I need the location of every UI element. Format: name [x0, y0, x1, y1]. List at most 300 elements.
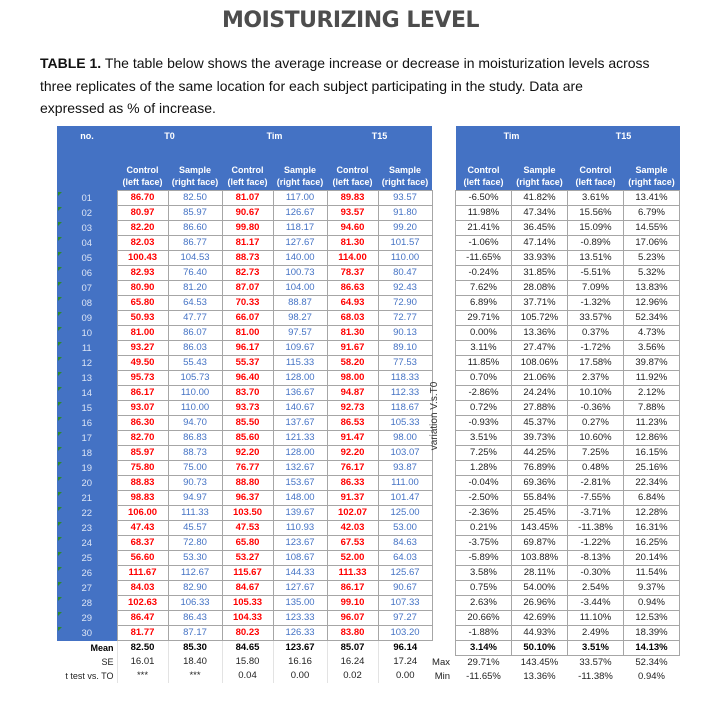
sample-value: 118.33	[378, 371, 432, 386]
control-value: 81.07	[222, 191, 273, 206]
variation-row	[456, 611, 680, 626]
variation-row	[456, 266, 680, 281]
variation-row	[456, 536, 680, 551]
control-value: 92.73	[327, 401, 378, 416]
variation-value: -0.93%	[456, 416, 512, 431]
table-row	[57, 386, 432, 401]
variation-header-group-t15: T15	[568, 126, 680, 154]
variation-row	[456, 311, 680, 326]
stat-value: 16.01	[117, 655, 168, 669]
control-value: 80.97	[117, 206, 168, 221]
variation-value: 54.00%	[512, 581, 568, 596]
sample-value: 104.53	[168, 251, 222, 266]
table-row	[57, 581, 432, 596]
variation-value: 44.93%	[512, 626, 568, 641]
sample-value: 99.20	[378, 221, 432, 236]
sample-value: 126.33	[273, 626, 327, 641]
variation-row	[456, 341, 680, 356]
variation-value: -7.55%	[568, 491, 624, 506]
sample-value: 81.20	[168, 281, 222, 296]
variation-row	[456, 236, 680, 251]
control-value: 68.03	[327, 311, 378, 326]
table-row	[57, 596, 432, 611]
variation-stat-value: -11.38%	[578, 671, 613, 682]
control-value: 96.40	[222, 371, 273, 386]
sample-value: 125.67	[378, 566, 432, 581]
variation-value: -2.86%	[456, 386, 512, 401]
variation-value: -3.44%	[568, 596, 624, 611]
sample-value: 97.27	[378, 611, 432, 626]
control-value: 78.37	[327, 266, 378, 281]
control-value: 89.83	[327, 191, 378, 206]
table-row	[57, 191, 432, 206]
control-value: 88.80	[222, 476, 273, 491]
variation-value: 12.53%	[624, 611, 680, 626]
variation-value: -0.04%	[456, 476, 512, 491]
control-value: 68.37	[117, 536, 168, 551]
variation-value: -8.13%	[568, 551, 624, 566]
table-row	[57, 266, 432, 281]
row-number: 09	[57, 311, 117, 326]
control-value: 86.17	[327, 581, 378, 596]
variation-value: 45.37%	[512, 416, 568, 431]
control-value: 93.07	[117, 401, 168, 416]
header-sub-line2: (left face)	[463, 177, 504, 187]
variation-mean-value: 3.14%	[456, 641, 512, 656]
row-number: 14	[57, 386, 117, 401]
control-value: 82.93	[117, 266, 168, 281]
variation-value: 0.94%	[624, 596, 680, 611]
table-row	[57, 626, 432, 641]
sample-value: 89.10	[378, 341, 432, 356]
sample-value: 97.57	[273, 326, 327, 341]
table-row	[57, 371, 432, 386]
control-value: 76.77	[222, 461, 273, 476]
header-sub-line2: (left face)	[575, 177, 616, 187]
row-number: 11	[57, 341, 117, 356]
stat-value: 16.24	[327, 655, 378, 669]
control-value: 90.67	[222, 206, 273, 221]
control-value: 80.90	[117, 281, 168, 296]
header-sub-line1: Sample	[283, 165, 316, 175]
page-title: MOISTURIZING LEVEL	[221, 8, 479, 33]
variation-value: 17.58%	[568, 356, 624, 371]
control-value: 58.20	[327, 356, 378, 371]
sample-value: 100.73	[273, 266, 327, 281]
variation-row	[456, 281, 680, 296]
header-sub-4	[327, 154, 378, 191]
variation-value: 11.10%	[568, 611, 624, 626]
variation-row	[456, 296, 680, 311]
variation-value: 52.34%	[624, 311, 680, 326]
control-value: 95.73	[117, 371, 168, 386]
header-sub-line1: Control	[579, 165, 612, 175]
variation-row	[456, 326, 680, 341]
header-sub-line1: Control	[467, 165, 500, 175]
table-caption	[40, 52, 650, 120]
control-value: 91.37	[327, 491, 378, 506]
caption-label: TABLE 1.	[40, 55, 102, 71]
variation-value: 44.25%	[512, 446, 568, 461]
control-value: 111.33	[327, 566, 378, 581]
variation-table-block	[455, 126, 680, 684]
variation-row	[456, 551, 680, 566]
variation-stat-label: Min	[434, 671, 450, 682]
variation-row	[456, 356, 680, 371]
control-value: 94.87	[327, 386, 378, 401]
control-value: 88.73	[222, 251, 273, 266]
stat-value: 82.50	[117, 641, 168, 656]
variation-header-sub-2	[568, 154, 624, 191]
sample-value: 127.67	[273, 581, 327, 596]
control-value: 81.30	[327, 326, 378, 341]
variation-value: 3.51%	[456, 431, 512, 446]
variation-row	[456, 476, 680, 491]
variation-value: 33.93%	[512, 251, 568, 266]
variation-value: 11.98%	[456, 206, 512, 221]
stat-value: 17.24	[378, 655, 432, 669]
control-value: 92.20	[222, 446, 273, 461]
variation-value: 0.37%	[568, 326, 624, 341]
variation-row	[456, 446, 680, 461]
control-value: 114.00	[327, 251, 378, 266]
row-number: 13	[57, 371, 117, 386]
stat-label: SE	[101, 657, 114, 667]
variation-value: 20.14%	[624, 551, 680, 566]
row-number: 06	[57, 266, 117, 281]
variation-value: 3.56%	[624, 341, 680, 356]
variation-value: -3.71%	[568, 506, 624, 521]
variation-value: 69.87%	[512, 536, 568, 551]
control-value: 105.33	[222, 596, 273, 611]
variation-value: -6.50%	[456, 191, 512, 206]
header-sub-line2: (right face)	[171, 177, 219, 187]
variation-header-group-row	[456, 126, 680, 154]
sample-value: 137.67	[273, 416, 327, 431]
sample-value: 85.97	[168, 206, 222, 221]
stat-row-se	[57, 655, 432, 669]
sample-value: 103.20	[378, 626, 432, 641]
stat-row-mean	[57, 641, 432, 656]
variation-value: 5.32%	[624, 266, 680, 281]
table-row	[57, 506, 432, 521]
header-sub-line1: Sample	[523, 165, 556, 175]
table-row	[57, 236, 432, 251]
control-value: 115.67	[222, 566, 273, 581]
header-group-t15: T15	[327, 126, 432, 154]
variation-row	[456, 401, 680, 416]
control-value: 53.27	[222, 551, 273, 566]
variation-value: 39.73%	[512, 431, 568, 446]
variation-value: 7.25%	[456, 446, 512, 461]
variation-stat-row-max	[456, 656, 680, 671]
stat-value: 0.00	[378, 669, 432, 683]
header-sub-line2: (right face)	[628, 177, 675, 187]
table-row	[57, 491, 432, 506]
variation-value: 41.82%	[512, 191, 568, 206]
control-value: 84.67	[222, 581, 273, 596]
variation-value: 143.45%	[512, 521, 568, 536]
control-value: 98.00	[327, 371, 378, 386]
row-number: 12	[57, 356, 117, 371]
row-number: 10	[57, 326, 117, 341]
control-value: 81.77	[117, 626, 168, 641]
header-sub-0	[117, 154, 168, 191]
moisture-values-table-block	[57, 126, 433, 683]
variation-value: 10.10%	[568, 386, 624, 401]
control-value: 47.43	[117, 521, 168, 536]
variation-value: 69.36%	[512, 476, 568, 491]
variation-value: 13.36%	[512, 326, 568, 341]
control-value: 85.50	[222, 416, 273, 431]
sample-value: 121.33	[273, 431, 327, 446]
control-value: 93.73	[222, 401, 273, 416]
control-value: 93.57	[327, 206, 378, 221]
sample-value: 110.00	[378, 251, 432, 266]
variation-value: 2.63%	[456, 596, 512, 611]
control-value: 104.33	[222, 611, 273, 626]
variation-value: -0.36%	[568, 401, 624, 416]
header-sub-5	[378, 154, 432, 191]
variation-value: -0.24%	[456, 266, 512, 281]
header-no: no.	[57, 126, 117, 154]
sample-value: 53.30	[168, 551, 222, 566]
sample-value: 92.43	[378, 281, 432, 296]
variation-row	[456, 191, 680, 206]
table-row	[57, 221, 432, 236]
control-value: 94.60	[327, 221, 378, 236]
row-number: 26	[57, 566, 117, 581]
variation-value: 42.69%	[512, 611, 568, 626]
variation-value: 28.11%	[512, 566, 568, 581]
variation-value: 37.71%	[512, 296, 568, 311]
control-value: 80.23	[222, 626, 273, 641]
stat-value: 0.00	[273, 669, 327, 683]
variation-mean-value: 14.13%	[624, 641, 680, 656]
variation-value: 6.89%	[456, 296, 512, 311]
variation-value: 0.75%	[456, 581, 512, 596]
variation-value: -2.50%	[456, 491, 512, 506]
row-number: 01	[57, 191, 117, 206]
caption-text: The table below shows the average increase or decrease in moisturization levels across three replicates of the same location for each subject participating in the study. Data are expressed as % of increase.	[40, 55, 650, 116]
variation-value: 0.48%	[568, 461, 624, 476]
sample-value: 75.00	[168, 461, 222, 476]
sample-value: 86.60	[168, 221, 222, 236]
control-value: 86.33	[327, 476, 378, 491]
control-value: 91.47	[327, 431, 378, 446]
table-row	[57, 356, 432, 371]
control-value: 75.80	[117, 461, 168, 476]
header-sub-line2: (right face)	[516, 177, 563, 187]
table-row	[57, 476, 432, 491]
variation-value: 3.11%	[456, 341, 512, 356]
table-row	[57, 461, 432, 476]
row-number: 21	[57, 491, 117, 506]
variation-header-group-tim: Tim	[456, 126, 568, 154]
variation-value: 21.06%	[512, 371, 568, 386]
sample-value: 126.67	[273, 206, 327, 221]
variation-row	[456, 581, 680, 596]
sample-value: 53.00	[378, 521, 432, 536]
control-value: 81.30	[327, 236, 378, 251]
sample-value: 109.67	[273, 341, 327, 356]
control-value: 88.83	[117, 476, 168, 491]
sample-value: 112.33	[378, 386, 432, 401]
variation-value: 2.49%	[568, 626, 624, 641]
control-value: 86.17	[117, 386, 168, 401]
header-sub-line1: Sample	[388, 165, 421, 175]
header-sub-2	[222, 154, 273, 191]
control-value: 83.80	[327, 626, 378, 641]
variation-value: 13.83%	[624, 281, 680, 296]
variation-value: -11.38%	[568, 521, 624, 536]
control-value: 42.03	[327, 521, 378, 536]
variation-value: 47.14%	[512, 236, 568, 251]
sample-value: 101.57	[378, 236, 432, 251]
variation-row	[456, 251, 680, 266]
row-number: 27	[57, 581, 117, 596]
row-number: 22	[57, 506, 117, 521]
row-number: 24	[57, 536, 117, 551]
row-number: 20	[57, 476, 117, 491]
control-value: 93.27	[117, 341, 168, 356]
header-sub-3	[273, 154, 327, 191]
sample-value: 86.07	[168, 326, 222, 341]
sample-value: 64.03	[378, 551, 432, 566]
variation-value: 2.12%	[624, 386, 680, 401]
control-value: 96.37	[222, 491, 273, 506]
variation-row	[456, 491, 680, 506]
control-value: 81.00	[117, 326, 168, 341]
variation-value: 15.56%	[568, 206, 624, 221]
control-value: 100.43	[117, 251, 168, 266]
control-value: 84.03	[117, 581, 168, 596]
variation-stat-label: Max	[432, 656, 450, 668]
variation-value: 5.23%	[624, 251, 680, 266]
variation-value: 0.72%	[456, 401, 512, 416]
table-row	[57, 521, 432, 536]
header-sub-line2: (right face)	[381, 177, 429, 187]
sample-value: 88.73	[168, 446, 222, 461]
variation-value: 3.61%	[568, 191, 624, 206]
sample-value: 86.83	[168, 431, 222, 446]
table-row	[57, 446, 432, 461]
variation-row	[456, 206, 680, 221]
variation-value: 11.23%	[624, 416, 680, 431]
variation-value: -2.81%	[568, 476, 624, 491]
variation-row	[456, 221, 680, 236]
variation-row	[456, 386, 680, 401]
header-sub-line2: (left face)	[227, 177, 268, 187]
sample-value: 132.67	[273, 461, 327, 476]
stat-label: Mean	[90, 642, 114, 653]
control-value: 81.00	[222, 326, 273, 341]
sample-value: 104.00	[273, 281, 327, 296]
row-number: 29	[57, 611, 117, 626]
table-row	[57, 401, 432, 416]
stat-value: 16.16	[273, 655, 327, 669]
sample-value: 47.77	[168, 311, 222, 326]
variation-stat-value: -11.65%	[466, 671, 501, 682]
variation-stat-value: 143.45%	[520, 657, 559, 668]
row-number: 18	[57, 446, 117, 461]
sample-value: 135.00	[273, 596, 327, 611]
sample-value: 153.67	[273, 476, 327, 491]
variation-value: 0.70%	[456, 371, 512, 386]
control-value: 82.73	[222, 266, 273, 281]
variation-value: 26.96%	[512, 596, 568, 611]
table-row	[57, 536, 432, 551]
variation-value: -5.89%	[456, 551, 512, 566]
variation-stat-value: 52.34%	[635, 657, 668, 668]
variation-value: 27.88%	[512, 401, 568, 416]
variation-row	[456, 626, 680, 641]
variation-value: 28.08%	[512, 281, 568, 296]
row-number: 19	[57, 461, 117, 476]
sample-value: 86.03	[168, 341, 222, 356]
stat-value: 123.67	[273, 641, 327, 656]
variation-stat-value: 0.94%	[638, 671, 665, 682]
sample-value: 123.67	[273, 536, 327, 551]
sample-value: 93.57	[378, 191, 432, 206]
table-row	[57, 611, 432, 626]
sample-value: 90.73	[168, 476, 222, 491]
control-value: 98.83	[117, 491, 168, 506]
moisture-values-table	[57, 126, 433, 683]
variation-value: 16.25%	[624, 536, 680, 551]
table-row	[57, 551, 432, 566]
sample-value: 88.87	[273, 296, 327, 311]
row-number: 05	[57, 251, 117, 266]
variation-stat-labels	[420, 656, 450, 685]
variation-value: 2.37%	[568, 371, 624, 386]
variation-stat-value: 29.71%	[467, 657, 500, 668]
table-row	[57, 326, 432, 341]
table-row	[57, 296, 432, 311]
sample-value: 94.97	[168, 491, 222, 506]
variation-value: 2.54%	[568, 581, 624, 596]
variation-value: 29.71%	[456, 311, 512, 326]
control-value: 50.93	[117, 311, 168, 326]
variation-value: 1.28%	[456, 461, 512, 476]
control-value: 102.07	[327, 506, 378, 521]
stat-value: 15.80	[222, 655, 273, 669]
sample-value: 148.00	[273, 491, 327, 506]
control-value: 56.60	[117, 551, 168, 566]
control-value: 96.07	[327, 611, 378, 626]
table-row	[57, 281, 432, 296]
variation-mean-value: 50.10%	[512, 641, 568, 656]
sample-value: 98.00	[378, 431, 432, 446]
control-value: 65.80	[222, 536, 273, 551]
variation-row	[456, 521, 680, 536]
row-number: 16	[57, 416, 117, 431]
sample-value: 64.53	[168, 296, 222, 311]
row-number: 30	[57, 626, 117, 641]
control-value: 67.53	[327, 536, 378, 551]
sample-value: 140.67	[273, 401, 327, 416]
sample-value: 55.43	[168, 356, 222, 371]
control-value: 64.93	[327, 296, 378, 311]
variation-value: 103.88%	[512, 551, 568, 566]
control-value: 85.60	[222, 431, 273, 446]
variation-stat-value: 33.57%	[579, 657, 612, 668]
variation-value: 15.09%	[568, 221, 624, 236]
sample-value: 77.53	[378, 356, 432, 371]
sample-value: 118.17	[273, 221, 327, 236]
sample-value: 91.80	[378, 206, 432, 221]
variation-value: 11.92%	[624, 371, 680, 386]
